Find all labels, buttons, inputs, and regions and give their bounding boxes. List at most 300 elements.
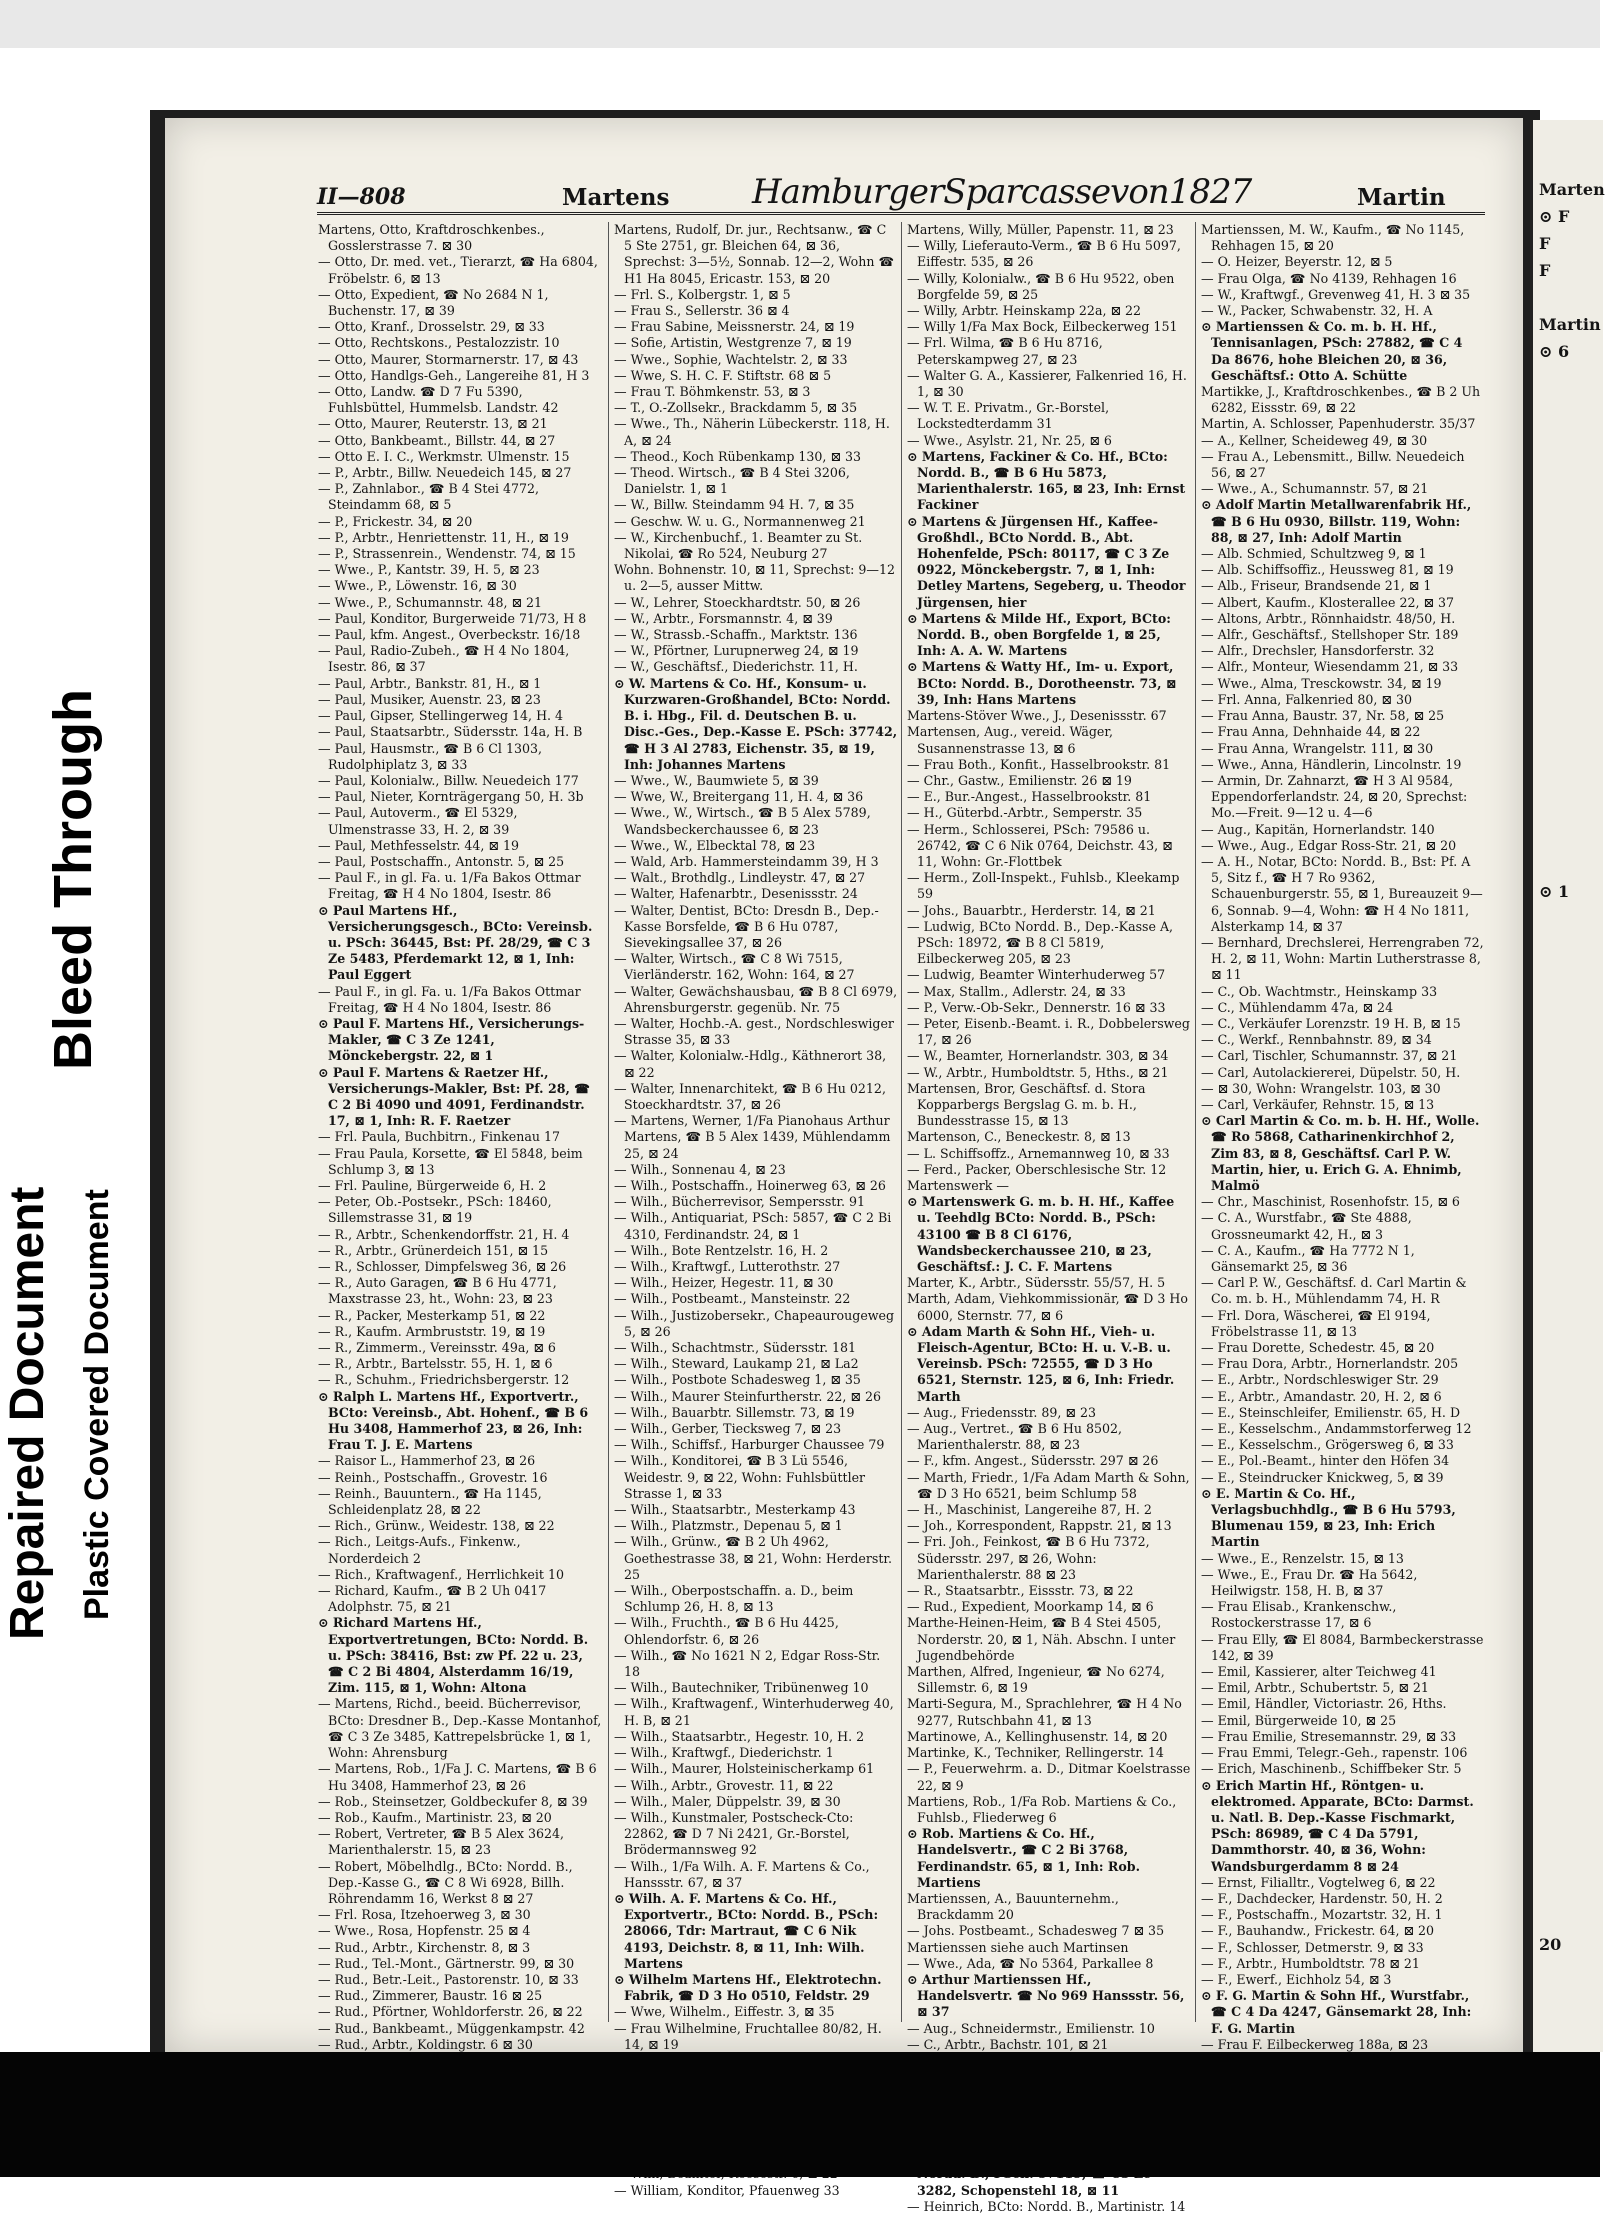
directory-entry: — Raisor L., Hammerhof 23, ⊠ 26 <box>318 1453 536 1469</box>
next-page-fragment: ⊙ F <box>1539 207 1570 226</box>
directory-entry: ⊙ Martens & Jürgensen Hf., Kaffee-Großhdl., BCto Nordd. B., Abt. Hohenfelde, PSch: 80117, ☎ C 3 Ze 0922, Mönckebergstr. 7, ⊠ 1, Inh: Detley Martens, Segeberg, u. Theodor Jürgensen, hier <box>907 513 1186 610</box>
directory-entry: — Richard, Kaufm., ☎ B 2 Uh 0417 Adolphstr. 75, ⊠ 21 <box>318 1583 547 1615</box>
directory-entry: — R., Schlosser, Dimpfelsweg 36, ⊠ 26 <box>318 1259 567 1274</box>
directory-entry: — Frau Elly, ☎ El 8084, Barmbeckerstrasse 142, ⊠ 39 <box>1201 1631 1484 1663</box>
directory-entry: — P., Zahnlabor., ☎ B 4 Stei 4772, Steindamm 68, ⊠ 5 <box>318 481 540 513</box>
next-page-edge <box>1530 120 1603 2052</box>
directory-entry: — W., Pförtner, Lurupnerweg 24, ⊠ 19 <box>614 643 859 659</box>
directory-entry: ⊙ F. G. Martin & Sohn Hf., Wurstfabr., ☎ C 4 Da 4247, Gänsemarkt 28, Inh: F. G. Martin <box>1201 1988 1472 2036</box>
directory-entry: — Frau Dorette, Schedestr. 45, ⊠ 20 <box>1201 1340 1435 1356</box>
directory-entry: — Frau Anna, Baustr. 37, Nr. 58, ⊠ 25 <box>1201 708 1445 724</box>
directory-entry: — Wilh., Steward, Laukamp 21, ⊠ La2 <box>614 1356 859 1372</box>
directory-entry: — Walter, Innenarchitekt, ☎ B 6 Hu 0212, Stoeckhardtstr. 37, ⊠ 26 <box>614 1080 886 1112</box>
directory-entry: Martensen, Bror, Geschäftsf. d. Stora Kopparbergs Bergslag G. m. b. H., Bundesstrasse 15, ⊠ 13 <box>907 1080 1146 1129</box>
directory-entry: — Erich, Maschinenb., Schiffbeker Str. 5 <box>1201 1761 1462 1777</box>
directory-entry: — L. Schiffsoffz., Arnemannweg 10, ⊠ 33 <box>907 1145 1170 1161</box>
directory-entry: — Aug., Vertret., ☎ B 6 Hu 8502, Marienthalerstr. 88, ⊠ 23 <box>907 1421 1123 1453</box>
directory-entry: — Walt., Brothdlg., Lindleystr. 47, ⊠ 27 <box>614 870 866 886</box>
directory-entry: — A., Kellner, Scheideweg 49, ⊠ 30 <box>1201 432 1428 448</box>
directory-entry: — H., Güterbd.-Arbtr., Semperstr. 35 <box>907 805 1143 821</box>
directory-entry: — Rud., Arbtr., Koldingstr. 6 ⊠ 30 <box>318 2036 533 2052</box>
directory-entry: — Walter, Gewächshausbau, ☎ B 8 Cl 6979, Ahrensburgerstr. gegenüb. Nr. 75 <box>614 983 898 1015</box>
directory-entry: — Frau Olga, ☎ No 4139, Rehhagen 16 <box>1201 270 1457 286</box>
directory-entry: — C., Ob. Wachtmstr., Heinskamp 33 <box>1201 983 1438 999</box>
directory-entry: — E., Arbtr., Nordschleswiger Str. 29 <box>1201 1372 1439 1388</box>
directory-entry: Martensen, Aug., vereid. Wäger, Susannenstrasse 13, ⊠ 6 <box>907 724 1114 756</box>
directory-entry: — Wilh., Postbote Schadesweg 1, ⊠ 35 <box>614 1372 861 1388</box>
directory-entry: — Walter, Wirtsch., ☎ C 8 Wi 7515, Vierländerstr. 162, Wohn: 164, ⊠ 27 <box>614 951 855 983</box>
bleed-through-label: Bleed Through <box>43 689 103 1070</box>
directory-entry: — Frau S., Sellerstr. 36 ⊠ 4 <box>614 303 790 319</box>
sparkasse-banner: HamburgerSparcassevon1827 <box>752 172 1252 212</box>
directory-entry: — Reinh., Postschaffn., Grovestr. 16 <box>318 1469 548 1485</box>
directory-entry: — Altons, Arbtr., Rönnhaidstr. 48/50, H. <box>1201 610 1456 626</box>
directory-entry: — Fri. Joh., Feinkost, ☎ B 6 Hu 7372, Südersstr. 297, ⊠ 26, Wohn: Marienthalerstr. 88 ⊠ 23 <box>907 1534 1150 1582</box>
directory-entry: — Rud., Betr.-Leit., Pastorenstr. 10, ⊠ 33 <box>318 1971 579 1987</box>
directory-entry: — Wilh., Sonnenau 4, ⊠ 23 <box>614 1161 786 1177</box>
directory-entry: ⊙ Carl Martin & Co. m. b. H. Hf., Wolle. ☎ Ro 5868, Catharinenkirchhof 2, Zim 83, ⊠ 8, Geschäftsf. Carl P. W. Martin, hier, u. Erich G. A. Ehnimb, Malmö <box>1201 1113 1480 1193</box>
directory-entry: — P., Arbtr., Billw. Neuedeich 145, ⊠ 27 <box>318 465 572 481</box>
directory-entry: — F., Schlosser, Detmerstr. 9, ⊠ 33 <box>1201 1939 1424 1955</box>
directory-entry: — Rich., Leitgs-Aufs., Finkenw., Norderdeich 2 <box>318 1534 521 1566</box>
directory-entry: ⊙ Richard Martens Hf., Exportvertretungen, BCto: Nordd. B. u. PSch: 38416, Bst: zw Pf. 22 u. 23, ☎ C 2 Bi 4804, Alsterdamm 16/19, Zim. 115, ⊠ 1, Wohn: Altona <box>318 1615 589 1696</box>
directory-entry: — C. A., Wurstfabr., ☎ Ste 4888, Grossneumarkt 42, H., ⊠ 3 <box>1201 1210 1412 1242</box>
directory-entry: — Willy, Kolonialw., ☎ B 6 Hu 9522, oben Borgfelde 59, ⊠ 25 <box>907 270 1175 302</box>
next-page-fragment: 20 <box>1539 1935 1562 1954</box>
directory-entry: — Paul F., in gl. Fa. u. 1/Fa Bakos Ottmar Freitag, ☎ H 4 No 1804, Isestr. 86 <box>318 983 581 1015</box>
directory-entry: — Otto, Maurer, Stormarnerstr. 17, ⊠ 43 <box>318 351 579 367</box>
directory-entry: — Theod., Koch Rübenkamp 130, ⊠ 33 <box>614 448 862 464</box>
directory-entry: — Ludwig, BCto Nordd. B., Dep.-Kasse A, PSch: 18972, ☎ B 8 Cl 5819, Eilbeckerweg 205, ⊠ 23 <box>907 918 1174 967</box>
directory-entry: Martens, Rudolf, Dr. jur., Rechtsanw., ☎ C 5 Ste 2751, gr. Bleichen 64, ⊠ 36, Sprechst: 3—5½, Sonnab. 12—2, Wohn ☎ H1 Ha 8045, Ericastr. 153, ⊠ 20 <box>614 222 895 286</box>
directory-entry: — W., Kraftwgf., Grevenweg 41, H. 3 ⊠ 35 <box>1201 286 1471 302</box>
directory-entry: — Wilh., Oberpostschaffn. a. D., beim Schlump 26, H. 8, ⊠ 13 <box>614 1583 854 1615</box>
directory-entry: — Frau Anna, Dehnhaide 44, ⊠ 22 <box>1201 724 1421 740</box>
directory-entry: — Wilh., Postbeamt., Mansteinstr. 22 <box>614 1291 851 1307</box>
directory-entry: — Walter, Hafenarbtr., Desenissstr. 24 <box>614 886 858 902</box>
directory-entry: — Paul, Gipser, Stellingerweg 14, H. 4 <box>318 708 564 724</box>
directory-entry: — Wilh., Kraftwgf., Diederichstr. 1 <box>614 1745 834 1761</box>
directory-entry: — Rich., Grünw., Weidestr. 138, ⊠ 22 <box>318 1518 555 1534</box>
directory-entry: — Alfr., Drechsler, Hansdorferstr. 32 <box>1201 643 1435 659</box>
directory-entry: — Paul, Arbtr., Bankstr. 81, H., ⊠ 1 <box>318 675 542 691</box>
directory-entry: — R., Zimmerm., Vereinsstr. 49a, ⊠ 6 <box>318 1340 556 1356</box>
directory-entry: — Peter, Ob.-Postsekr., PSch: 18460, Sillemstrasse 31, ⊠ 19 <box>318 1194 552 1226</box>
directory-entry: — C., Verkäufer Lorenzstr. 19 H. B, ⊠ 15 <box>1201 1015 1461 1031</box>
directory-entry: — Alb. Schmied, Schultzweg 9, ⊠ 1 <box>1201 546 1427 562</box>
directory-entry: — Rud., Expedient, Moorkamp 14, ⊠ 6 <box>907 1599 1154 1615</box>
directory-entry: — Albert, Kaufm., Klosterallee 22, ⊠ 37 <box>1201 594 1455 610</box>
directory-entry: — Wwe., Aug., Edgar Ross-Str. 21, ⊠ 20 <box>1201 837 1457 853</box>
directory-entry: — Walter G. A., Kassierer, Falkenried 16, H. 1, ⊠ 30 <box>907 367 1187 400</box>
column-divider <box>1195 222 1196 2022</box>
entries-column-1 <box>318 222 602 2052</box>
directory-entry: — Wilh., Staatsarbtr., Mesterkamp 43 <box>614 1502 856 1518</box>
directory-entry: — W., Lehrer, Stoeckhardtstr. 50, ⊠ 26 <box>614 594 861 610</box>
directory-entry: — Emil, Bürgerweide 10, ⊠ 25 <box>1201 1712 1397 1728</box>
directory-entry: — Wilh., Bote Rentzelstr. 16, H. 2 <box>614 1242 829 1258</box>
directory-entry: — Frau Sabine, Meissnerstr. 24, ⊠ 19 <box>614 319 855 335</box>
directory-entry: — Herm., Schlosserei, PSch: 79586 u. 26742, ☎ C 6 Nik 0764, Deichstr. 43, ⊠ 11, Wohn: Gr.-Flottbek <box>907 821 1173 869</box>
left-running-head: Martens <box>562 184 670 211</box>
directory-entry: — Theod. Wirtsch., ☎ B 4 Stei 3206, Danielstr. 1, ⊠ 1 <box>614 465 850 497</box>
directory-entry: ⊙ Wilh. A. F. Martens & Co. Hf., Exportvertr., BCto: Nordd. B., PSch: 28066, Tdr: Martraut, ☎ C 6 Nik 4193, Deichstr. 8, ⊠ 11, Inh: Wilh. Martens <box>614 1890 879 1971</box>
directory-entry: — Wwe., Th., Näherin Lübeckerstr. 118, H. A, ⊠ 24 <box>614 416 890 448</box>
directory-entry: — Frau Emilie, Stresemannstr. 29, ⊠ 33 <box>1201 1728 1457 1744</box>
directory-entry: — F., Postschaffn., Mozartstr. 32, H. 1 <box>1201 1907 1443 1923</box>
directory-entry: — E., Pol.-Beamt., hinter den Höfen 34 <box>1201 1453 1450 1469</box>
directory-entry: — Frau Emmi, Telegr.-Geh., rapenstr. 106 <box>1201 1745 1468 1761</box>
directory-entry: — A. H., Notar, BCto: Nordd. B., Bst: Pf. A 5, Sitz f., ☎ H 7 Ro 9362, Schauenburgerstr. 55, ⊠ 1, Bureauzeit 9—6, Sonnab. 9—4, Wohn: ☎ H 4 No 1811, Alsterkamp 14, ⊠ 37 <box>1201 853 1483 934</box>
directory-entry: — F., kfm. Angest., Südersstr. 297 ⊠ 26 <box>907 1453 1159 1469</box>
directory-entry: ⊙ Adolf Martin Metallwarenfabrik Hf., ☎ B 6 Hu 0930, Billstr. 119, Wohn: 88, ⊠ 27, Inh: Adolf Martin <box>1201 497 1472 545</box>
directory-entry: — Otto, Handlgs-Geh., Langereihe 81, H 3 <box>318 367 590 383</box>
directory-entry: — Alfr., Monteur, Wiesendamm 21, ⊠ 33 <box>1201 659 1459 675</box>
directory-entry: — P., Strassenrein., Wendenstr. 74, ⊠ 15 <box>318 546 576 562</box>
directory-entry: — Wilh., Staatsarbtr., Hegestr. 10, H. 2 <box>614 1728 865 1744</box>
directory-entry: Wohn. Bohnenstr. 10, ⊠ 11, Sprechst: 9—12 u. 2—5, ausser Mittw. <box>614 562 896 594</box>
directory-entry: — Otto, Landw. ☎ D 7 Fu 5390, Fuhlsbüttel, Hummelsb. Landstr. 42 <box>318 384 559 416</box>
directory-entry: — W., Arbtr., Forsmannstr. 4, ⊠ 39 <box>614 610 833 626</box>
directory-entry: — Carl, Verkäufer, Rehnstr. 15, ⊠ 13 <box>1201 1096 1435 1112</box>
directory-entry: Martenswerk — <box>907 1177 1009 1193</box>
directory-entry: — Alb., Friseur, Brandsende 21, ⊠ 1 <box>1201 578 1432 594</box>
directory-entry: — Chr., Maschinist, Rosenhofstr. 15, ⊠ 6 <box>1201 1194 1460 1210</box>
directory-entry: — Wilh., Postschaffn., Hoinerweg 63, ⊠ 26 <box>614 1177 886 1193</box>
directory-entry: — Wwe., E., Frau Dr. ☎ Ha 5642, Heilwigstr. 158, H. B, ⊠ 37 <box>1201 1566 1418 1599</box>
directory-entry: — Willy 1/Fa Max Bock, Eilbeckerweg 151 <box>907 319 1178 335</box>
directory-entry: — W., Strassb.-Schaffn., Marktstr. 136 <box>614 627 858 643</box>
directory-entry: — Paul, Nieter, Kornträgergang 50, H. 3b <box>318 789 584 805</box>
directory-entry: — Otto, Bankbeamt., Billstr. 44, ⊠ 27 <box>318 432 556 448</box>
next-page-fragment: ⊙ 1 <box>1539 882 1570 901</box>
directory-entry: ⊙ Martens, Fackiner & Co. Hf., BCto: Nordd. B., ☎ B 6 Hu 5873, Marienthalerstr. 165, ⊠ 23, Inh: Ernst Fackiner <box>907 448 1186 513</box>
directory-entry: — Frau A., Lebensmitt., Billw. Neuedeich 56, ⊠ 27 <box>1201 448 1465 481</box>
directory-entry: — Paul, Staatsarbtr., Südersstr. 14a, H. B <box>318 724 583 740</box>
directory-entry: — Wwe., P., Schumannstr. 48, ⊠ 21 <box>318 594 543 610</box>
directory-entry: — Carl, Autolackiererei, Düpelstr. 50, H. <box>1201 1064 1461 1080</box>
directory-entry: Marth, Adam, Viehkommissionär, ☎ D 3 Ho 6000, Sternstr. 77, ⊠ 6 <box>907 1291 1188 1323</box>
directory-entry: — Wilh., Heizer, Hegestr. 11, ⊠ 30 <box>614 1275 834 1291</box>
directory-entry: — Johs. Postbeamt., Schadesweg 7 ⊠ 35 <box>907 1923 1165 1939</box>
directory-entry: — Wwe., W., Baumwiete 5, ⊠ 39 <box>614 772 819 788</box>
entries-column-2 <box>614 222 898 2198</box>
directory-entry: — Wwe., E., Renzelstr. 15, ⊠ 13 <box>1201 1550 1404 1566</box>
directory-entry: — Geschw. W. u. G., Normannenweg 21 <box>614 513 866 529</box>
directory-entry: — Paul, Hausmstr., ☎ B 6 Cl 1303, Rudolphiplatz 3, ⊠ 33 <box>318 740 543 772</box>
directory-entry: ⊙ Adam Marth & Sohn Hf., Vieh- u. Fleisch-Agentur, BCto: H. u. V.-B. u. Vereinsb. PSch: 72555, ☎ D 3 Ho 6521, Sternstr. 125, ⊠ 6, Inh: Friedr. Marth <box>907 1323 1175 1404</box>
directory-entry: — Peter, Eisenb.-Beamt. i. R., Dobbelersweg 17, ⊠ 26 <box>907 1015 1190 1048</box>
directory-entry: — Paul, Methfesselstr. 44, ⊠ 19 <box>318 837 519 853</box>
directory-entry: — Robert, Vertreter, ☎ B 5 Alex 3624, Marienthalerstr. 15, ⊠ 23 <box>318 1826 565 1858</box>
next-page-fragment: ⊙ 6 <box>1539 342 1570 361</box>
directory-entry: — R., Arbtr., Bartelsstr. 55, H. 1, ⊠ 6 <box>318 1356 553 1372</box>
directory-entry: — Wilh., Gerber, Tiecksweg 7, ⊠ 23 <box>614 1421 842 1437</box>
directory-entry: Martikke, J., Kraftdroschkenbes., ☎ B 2 Uh 6282, Eissstr. 69, ⊠ 22 <box>1201 384 1481 416</box>
directory-entry: Martin, A. Schlosser, Papenhuderstr. 35/37 <box>1201 416 1476 432</box>
directory-entry: ⊙ Martenswerk G. m. b. H. Hf., Kaffee u. Teehdlg BCto: Nordd. B., PSch: 43100 ☎ B 8 Cl 6176, Wandsbeckerchaussee 210, ⊠ 23, Geschäftsf.: J. C. F. Martens <box>907 1194 1175 1274</box>
directory-entry: — Sofie, Artistin, Westgrenze 7, ⊠ 19 <box>614 335 852 351</box>
directory-entry: — C. A., Kaufm., ☎ Ha 7772 N 1, Gänsemarkt 25, ⊠ 36 <box>1201 1242 1415 1274</box>
directory-entry: — F., Dachdecker, Hardenstr. 50, H. 2 <box>1201 1890 1443 1906</box>
directory-entry: — Ludwig, Beamter Winterhuderweg 57 <box>907 967 1166 983</box>
directory-entry: — Wwe., Ada, ☎ No 5364, Parkallee 8 <box>907 1955 1154 1971</box>
directory-entry: — W., Beamter, Hornerlandstr. 303, ⊠ 34 <box>907 1048 1169 1064</box>
page-number: II—808 <box>317 184 406 210</box>
directory-entry: — Wilh., Schiffsf., Harburger Chaussee 79 <box>614 1437 885 1453</box>
directory-entry: — Walter, Hochb.-A. gest., Nordschleswiger Strasse 35, ⊠ 33 <box>614 1015 894 1048</box>
directory-entry: — R., Arbtr., Grünerdeich 151, ⊠ 15 <box>318 1242 549 1258</box>
directory-entry: Martienssen siehe auch Martinsen <box>907 1939 1129 1955</box>
directory-entry: — E., Kesselschm., Andammstorferweg 12 <box>1201 1421 1472 1437</box>
directory-entry: ⊙ Erich Martin Hf., Röntgen- u. elektromed. Apparate, BCto: Darmst. u. Natl. B. Dep.-Kasse Fischmarkt, PSch: 86989, ☎ C 4 Da 5791, Dammthorstr. 40, ⊠ 36, Wohn: Wandsburgerdamm 8 ⊠ 24 <box>1201 1777 1474 1874</box>
directory-entry: — Rob., Kaufm., Martinistr. 23, ⊠ 20 <box>318 1809 552 1825</box>
next-page-fragment: Marten <box>1539 180 1605 199</box>
directory-entry: — Walter, Dentist, BCto: Dresdn B., Dep.-Kasse Borsfelde, ☎ B 6 Hu 0787, Sievekingsallee 37, ⊠ 26 <box>614 902 879 950</box>
directory-entry: — Willy, Lieferauto-Verm., ☎ B 6 Hu 5097, Eiffestr. 535, ⊠ 26 <box>907 238 1181 270</box>
directory-entry: — Alfr., Geschäftsf., Stellshoper Str. 189 <box>1201 627 1459 643</box>
directory-entry: — Emil, Händler, Victoriastr. 26, Hths. <box>1201 1696 1447 1712</box>
directory-entry: ⊙ Paul Martens Hf., Versicherungsgesch., BCto: Vereinsb. u. PSch: 36445, Bst: Pf. 28/29, ☎ C 3 Ze 5483, Pferdemarkt 12, ⊠ 1, Inh: Paul Eggert <box>318 902 593 983</box>
directory-entry: — Rud., Bankbeamt., Müggenkampstr. 42 <box>318 2020 585 2036</box>
directory-entry: Martinowe, A., Kellinghusenstr. 14, ⊠ 20 <box>907 1728 1168 1744</box>
directory-entry: — R., Packer, Mesterkamp 51, ⊠ 22 <box>318 1307 546 1323</box>
directory-entry: — Wilh., Bücherrevisor, Sempersstr. 91 <box>614 1194 866 1210</box>
directory-entry: Martienssen, A., Bauunternehm., Brackdamm 20 <box>907 1890 1119 1923</box>
directory-entry: ⊙ E. Martin & Co. Hf., Verlagsbuchhdlg., ☎ B 6 Hu 5793, Blumenau 159, ⊠ 23, Inh: Erich Martin <box>1201 1485 1456 1550</box>
directory-entry: — Wilh., Justizobersekr., Chapeaurougeweg 5, ⊠ 26 <box>614 1307 895 1339</box>
directory-entry: ⊙ W. Martens & Co. Hf., Konsum- u. Kurzwaren-Großhandel, BCto: Nordd. B. i. Hbg., Fil. d. Deutschen B. u. Disc.-Ges., Dep.-Kasse E. PSch: 37742, ☎ H 3 Al 2783, Eichenstr. 35, ⊠ 19, Inh: Johannes Martens <box>614 675 898 772</box>
directory-entry: — Frl. Dora, Wäscherei, ☎ El 9194, Fröbelstrasse 11, ⊠ 13 <box>1201 1307 1431 1339</box>
directory-entry: — Otto, Kranf., Drosselstr. 29, ⊠ 33 <box>318 319 545 335</box>
directory-entry: Martens, Otto, Kraftdroschkenbes., Gosslerstrasse 7. ⊠ 30 <box>318 222 545 254</box>
plastic-covered-label: Plastic Covered Document <box>78 1189 116 1620</box>
directory-entry: — Wilh., Kunstmaler, Postscheck-Cto: 22862, ☎ D 7 Ni 2421, Gr.-Borstel, Brödermannsweg 92 <box>614 1809 854 1858</box>
directory-entry: — Paul, Kolonialw., Billw. Neuedeich 177 <box>318 772 579 788</box>
directory-entry: — Rud., Zimmerer, Baustr. 16 ⊠ 25 <box>318 1988 543 2004</box>
directory-entry: 3282, Schopenstehl 18, ⊠ 11 <box>917 2182 1120 2198</box>
directory-entry: — Wilh., Konditorei, ☎ B 3 Lü 5546, Weidestr. 9, ⊠ 22, Wohn: Fuhlsbüttler Strasse 1, ⊠ 33 <box>614 1453 866 1501</box>
directory-entry: — Otto, Rechtskons., Pestalozzistr. 10 <box>318 335 560 351</box>
directory-entry: — Carl P. W., Geschäftsf. d. Carl Martin & Co. m. b. H., Mühlendamm 74, H. R <box>1201 1275 1467 1307</box>
directory-entry: — Paul, Autoverm., ☎ El 5329, Ulmenstrasse 33, H. 2, ⊠ 39 <box>318 805 518 837</box>
directory-entry: — E., Steinschleifer, Emilienstr. 65, H. D <box>1201 1404 1461 1420</box>
directory-entry: ⊙ Ralph L. Martens Hf., Exportvertr., BCto: Vereinsb., Abt. Hohenf., ☎ B 6 Hu 3408, Hammerhof 23, ⊠ 26, Inh: Frau T. J. E. Martens <box>318 1388 589 1453</box>
directory-entry: — W., Kirchenbuchf., 1. Beamter zu St. Nikolai, ☎ Ro 524, Neuburg 27 <box>614 529 863 562</box>
entries-column-4 <box>1201 222 1485 2052</box>
directory-entry: — Frl. Pauline, Bürgerweide 6, H. 2 <box>318 1177 547 1193</box>
page-header <box>317 172 1485 215</box>
directory-entry: — E., Steindrucker Knickweg, 5, ⊠ 39 <box>1201 1469 1444 1485</box>
directory-entry: — Joh., Korrespondent, Rappstr. 21, ⊠ 13 <box>907 1518 1172 1534</box>
directory-entry: — Ernst, Filialltr., Vogtelweg 6, ⊠ 22 <box>1201 1874 1436 1890</box>
directory-entry: — Paul, Radio-Zubeh., ☎ H 4 No 1804, Isestr. 86, ⊠ 37 <box>318 643 570 675</box>
directory-entry: — Martens, Werner, 1/Fa Pianohaus Arthur Martens, ☎ B 5 Alex 1439, Mühlendamm 25, ⊠ 24 <box>614 1113 891 1161</box>
directory-entry: — Bernhard, Drechslerei, Herrengraben 72, H. 2, ⊠ 11, Wohn: Martin Lutherstrasse 8, ⊠ 11 <box>1201 934 1484 983</box>
directory-entry: ⊙ Paul F. Martens & Raetzer Hf., Versicherungs-Makler, Bst: Pf. 28, ☎ C 2 Bi 4090 und 4091, Ferdinandstr. 17, ⊠ 1, Inh: R. F. Raetzer <box>318 1064 590 1129</box>
directory-entry: — W. T. E. Privatm., Gr.-Borstel, Lockstedterdamm 31 <box>907 400 1110 432</box>
directory-entry: — Wilh., Kraftwgf., Lutterothstr. 27 <box>614 1259 841 1274</box>
directory-entry: — C., Arbtr., Bachstr. 101, ⊠ 21 <box>907 2036 1109 2052</box>
directory-entry: — Emil, Kassierer, alter Teichweg 41 <box>1201 1664 1437 1680</box>
directory-entry: — Martens, Rob., 1/Fa J. C. Martens, ☎ B 6 Hu 3408, Hammerhof 23, ⊠ 26 <box>318 1761 597 1793</box>
entries-column-3 <box>907 222 1191 2214</box>
directory-entry: ⊙ Paul F. Martens Hf., Versicherungs-Makler, ☎ C 3 Ze 1241, Mönckebergstr. 22, ⊠ 1 <box>318 1015 585 1064</box>
directory-entry: — Willy, Arbtr. Heinskamp 22a, ⊠ 22 <box>907 303 1142 319</box>
directory-entry: — Wilh., 1/Fa Wilh. A. F. Martens & Co., Hanssstr. 67, ⊠ 37 <box>614 1858 870 1890</box>
directory-entry: — F., Arbtr., Humboldtstr. 78 ⊠ 21 <box>1201 1955 1420 1971</box>
directory-entry: — Walter, Kolonialw.-Hdlg., Käthnerort 38, ⊠ 22 <box>614 1048 887 1080</box>
directory-entry: — Wwe., Sophie, Wachtelstr. 2, ⊠ 33 <box>614 351 848 367</box>
directory-entry: — Paul F., in gl. Fa. u. 1/Fa Bakos Ottmar Freitag, ☎ H 4 No 1804, Isestr. 86 <box>318 870 581 902</box>
directory-entry: — W., Arbtr., Humboldtstr. 5, Hths., ⊠ 21 <box>907 1064 1169 1080</box>
directory-entry: — Frau Anna, Wrangelstr. 111, ⊠ 30 <box>1201 740 1434 756</box>
directory-entry: — Wilh., Platzmstr., Depenau 5, ⊠ 1 <box>614 1518 843 1534</box>
directory-entry: — Chr., Gastw., Emilienstr. 26 ⊠ 19 <box>907 772 1132 788</box>
directory-entry: — Otto, Maurer, Reuterstr. 13, ⊠ 21 <box>318 416 548 432</box>
column-divider <box>901 222 902 2022</box>
directory-entry: — Wilh., Antiquariat, PSch: 5857, ☎ C 2 Bi 4310, Ferdinandstr. 24, ⊠ 1 <box>614 1210 892 1242</box>
directory-entry: — Aug., Schneidermstr., Emilienstr. 10 <box>907 2020 1155 2036</box>
directory-entry: — P., Verw.-Ob-Sekr., Dennerstr. 16 ⊠ 33 <box>907 999 1166 1015</box>
directory-entry: — Rud., Arbtr., Kirchenstr. 8, ⊠ 3 <box>318 1939 531 1955</box>
directory-entry: — Frau T. Böhmkenstr. 53, ⊠ 3 <box>614 384 811 400</box>
directory-entry: Martens, Willy, Müller, Papenstr. 11, ⊠ 23 <box>907 222 1174 237</box>
directory-entry: — William, Konditor, Pfauenweg 33 <box>614 2182 840 2198</box>
directory-entry: Martinke, K., Techniker, Rellingerstr. 14 <box>907 1745 1164 1761</box>
directory-entry: — Wilh., Schachtmstr., Südersstr. 181 <box>614 1340 857 1356</box>
directory-entry: — R., Schuhm., Friedrichsbergerstr. 12 <box>318 1372 570 1388</box>
directory-entry: — Max, Stallm., Adlerstr. 24, ⊠ 33 <box>907 983 1126 999</box>
repaired-document-label: Repaired Document <box>1 1186 54 1640</box>
directory-entry: — Wwe., A., Schumannstr. 57, ⊠ 21 <box>1201 481 1429 497</box>
directory-entry: Martienssen, M. W., Kaufm., ☎ No 1145, Rehhagen 15, ⊠ 20 <box>1201 222 1465 254</box>
directory-entry: Marter, K., Arbtr., Südersstr. 55/57, H. 5 <box>907 1275 1166 1291</box>
directory-entry: — Wald, Arb. Hammersteindamm 39, H 3 <box>614 853 879 869</box>
directory-entry: — Frl. S., Kolbergstr. 1, ⊠ 5 <box>614 286 791 302</box>
directory-entry: ⊙ Martienssen & Co. m. b. H. Hf., Tennisanlagen, PSch: 27882, ☎ C 4 Da 8676, hohe Bleichen 20, ⊠ 36, Geschäftsf.: Otto A. Schütte <box>1201 319 1463 383</box>
directory-entry: — Wilh., Kraftwagenf., Winterhuderweg 40, H. B, ⊠ 21 <box>614 1696 894 1728</box>
directory-entry: — Wilh., Bauarbtr. Sillemstr. 73, ⊠ 19 <box>614 1404 855 1420</box>
directory-entry: — Carl, Tischler, Schumannstr. 37, ⊠ 21 <box>1201 1048 1458 1064</box>
directory-entry: — Marth, Friedr., 1/Fa Adam Marth & Sohn, ☎ D 3 Ho 6521, beim Schlump 58 <box>907 1469 1190 1501</box>
directory-entry: ⊙ Martens & Milde Hf., Export, BCto: Nordd. B., oben Borgfelde 1, ⊠ 25, Inh: A. A. W. Martens <box>907 610 1171 659</box>
directory-entry: — R., Arbtr., Schenkendorffstr. 21, H. 4 <box>318 1226 570 1242</box>
directory-entry: — H., Maschinist, Langereihe 87, H. 2 <box>907 1502 1152 1518</box>
directory-entry: — F., Bauhandw., Frickestr. 64, ⊠ 20 <box>1201 1923 1435 1939</box>
directory-entry: — Wwe., Anna, Händlerin, Lincolnstr. 19 <box>1201 756 1462 772</box>
directory-entry: — R., Kaufm. Armbruststr. 19, ⊠ 19 <box>318 1323 546 1339</box>
directory-entry: — R., Auto Garagen, ☎ B 6 Hu 4771, Maxstrasse 23, ht., Wohn: 23, ⊠ 23 <box>318 1275 557 1307</box>
directory-entry: — Frl. Wilma, ☎ B 6 Hu 8716, Peterskampweg 27, ⊠ 23 <box>907 335 1103 367</box>
directory-entry: — Wwe., P., Löwenstr. 16, ⊠ 30 <box>318 578 517 594</box>
directory-entry: — Frl. Paula, Buchbitrn., Finkenau 17 <box>318 1129 560 1145</box>
directory-entry: Marthen, Alfred, Ingenieur, ☎ No 6274, Sillemstr. 6, ⊠ 19 <box>907 1664 1165 1696</box>
next-page-fragment: F <box>1539 261 1551 280</box>
directory-entry: — Wwe., Alma, Tresckowstr. 34, ⊠ 19 <box>1201 675 1442 691</box>
directory-entry: — Wwe., W., Elbecktal 78, ⊠ 23 <box>614 837 816 853</box>
directory-entry: — P., Frickestr. 34, ⊠ 20 <box>318 513 473 529</box>
directory-entry: — Johs., Bauarbtr., Herderstr. 14, ⊠ 21 <box>907 902 1156 918</box>
directory-entry: — Wwe., P., Kantstr. 39, H. 5, ⊠ 23 <box>318 562 540 578</box>
directory-entry: ⊙ Wilhelm Martens Hf., Elektrotechn. Fabrik, ☎ D 3 Ho 0510, Feldstr. 29 <box>614 1971 882 2004</box>
directory-entry: — Wwe, W., Breitergang 11, H. 4, ⊠ 36 <box>614 789 864 805</box>
directory-entry: — Frl. Rosa, Itzehoerweg 3, ⊠ 30 <box>318 1907 531 1923</box>
directory-entry: — Armin, Dr. Zahnarzt, ☎ H 3 Al 9584, Eppendorferlandstr. 24, ⊠ 20, Sprechst: Mo.—Freit. 9—12 u. 4—6 <box>1201 772 1468 821</box>
column-divider <box>608 222 609 2022</box>
directory-entry: — Frau Both., Konfit., Hasselbrookstr. 81 <box>907 756 1171 772</box>
directory-entry: — Alb. Schiffsoffiz., Heussweg 81, ⊠ 19 <box>1201 562 1454 578</box>
directory-entry: — P., Arbtr., Henriettenstr. 11, H., ⊠ 19 <box>318 529 569 545</box>
scan-bottom-margin <box>0 2052 1600 2177</box>
directory-entry: Martenson, C., Beneckestr. 8, ⊠ 13 <box>907 1129 1131 1145</box>
directory-entry: — Paul, Musiker, Auenstr. 23, ⊠ 23 <box>318 691 541 707</box>
directory-entry: — Frl. Anna, Falkenried 80, ⊠ 30 <box>1201 691 1413 707</box>
directory-entry: — Ferd., Packer, Oberschlesische Str. 12 <box>907 1161 1167 1177</box>
directory-entry: — Herm., Zoll-Inspekt., Fuhlsb., Kleekamp 59 <box>907 870 1180 902</box>
directory-entry: — C., Werkf., Rennbahnstr. 89, ⊠ 34 <box>1201 1032 1432 1048</box>
directory-entry: — Frau Wilhelmine, Fruchtallee 80/82, H. 14, ⊠ 19 <box>614 2020 882 2052</box>
directory-entry: — Paul, Postschaffn., Antonstr. 5, ⊠ 25 <box>318 853 565 869</box>
directory-entry: — Otto E. I. C., Werkmstr. Ulmenstr. 15 <box>318 448 570 464</box>
directory-entry: — Wilh., Arbtr., Grovestr. 11, ⊠ 22 <box>614 1777 834 1793</box>
directory-entry: — Wwe, S. H. C. F. Stiftstr. 68 ⊠ 5 <box>614 367 832 383</box>
directory-entry: — Heinrich, BCto: Nordd. B., Martinistr. 14 <box>907 2198 1186 2214</box>
directory-entry: — Aug., Friedensstr. 89, ⊠ 23 <box>907 1404 1096 1420</box>
directory-entry: — Frau F. Eilbeckerweg 188a, ⊠ 23 <box>1201 2036 1429 2052</box>
directory-entry: Martens-Stöver Wwe., J., Desenissstr. 67 <box>907 708 1167 724</box>
directory-entry: — Otto, Dr. med. vet., Tierarzt, ☎ Ha 6804, Fröbelstr. 6, ⊠ 13 <box>318 254 598 286</box>
directory-entry: — T., O.-Zollsekr., Brackdamm 5, ⊠ 35 <box>614 400 858 416</box>
directory-entry: — Wwe., W., Wirtsch., ☎ B 5 Alex 5789, Wandsbeckerchaussee 6, ⊠ 23 <box>614 805 871 837</box>
directory-entry: — Frau Paula, Korsette, ☎ El 5848, beim Schlump 3, ⊠ 13 <box>318 1145 583 1177</box>
directory-entry: — E., Bur.-Angest., Hasselbrookstr. 81 <box>907 789 1152 805</box>
directory-entry: — Robert, Möbelhdlg., BCto: Nordd. B., Dep.-Kasse G., ☎ C 8 Wi 6928, Billh. Röhrendamm 16, Werkst 8 ⊠ 27 <box>318 1858 573 1906</box>
directory-entry: ⊙ Rob. Martiens & Co. Hf., Handelsvertr., ☎ C 2 Bi 3768, Ferdinandstr. 65, ⊠ 1, Inh: Rob. Martiens <box>907 1826 1140 1890</box>
directory-entry: — Reinh., Bauuntern., ☎ Ha 1145, Schleidenplatz 28, ⊠ 22 <box>318 1485 542 1518</box>
directory-entry: — W., Billw. Steindamm 94 H. 7, ⊠ 35 <box>614 497 855 513</box>
directory-entry: — Otto, Expedient, ☎ No 2684 N 1, Buchenstr. 17, ⊠ 39 <box>318 286 549 319</box>
right-running-head: Martin <box>1357 184 1446 211</box>
directory-entry: — Wwe., Asylstr. 21, Nr. 25, ⊠ 6 <box>907 432 1112 448</box>
directory-entry: — Wilh., ☎ No 1621 N 2, Edgar Ross-Str. 18 <box>614 1647 881 1680</box>
directory-entry: — Wilh., Maler, Düppelstr. 39, ⊠ 30 <box>614 1793 841 1809</box>
directory-entry: — Frau Elisab., Krankenschw., Rostockerstrasse 17, ⊠ 6 <box>1201 1599 1397 1631</box>
directory-entry: — C., Mühlendamm 47a, ⊠ 24 <box>1201 999 1394 1015</box>
directory-entry: — Martens, Richd., beeid. Bücherrevisor, BCto: Dresdner B., Dep.-Kasse Montanhof, ☎ C 3 Ze 3485, Kattrepelsbrücke 1, ⊠ 1, Wohn: Ahrensburg <box>318 1696 602 1761</box>
scan-top-margin <box>0 0 1600 48</box>
directory-entry: — Rob., Steinsetzer, Goldbeckufer 8, ⊠ 39 <box>318 1793 588 1809</box>
directory-entry: ⊙ Martens & Watty Hf., Im- u. Export, BCto: Nordd. B., Dorotheenstr. 73, ⊠ 39, Inh: Hans Martens <box>907 659 1177 707</box>
directory-entry: — R., Staatsarbtr., Eissstr. 73, ⊠ 22 <box>907 1583 1134 1599</box>
directory-entry: Martiens, Rob., 1/Fa Rob. Martiens & Co., Fuhlsb., Fliederweg 6 <box>907 1793 1177 1825</box>
directory-entry: — Rud., Pförtner, Wohldorferstr. 26, ⊠ 22 <box>318 2004 583 2020</box>
next-page-fragment: F <box>1539 234 1551 253</box>
directory-entry: — Rud., Tel.-Mont., Gärtnerstr. 99, ⊠ 30 <box>318 1955 575 1971</box>
directory-entry: — Wwe., Rosa, Hopfenstr. 25 ⊠ 4 <box>318 1923 531 1939</box>
directory-entry: — E., Arbtr., Amandastr. 20, H. 2, ⊠ 6 <box>1201 1388 1442 1404</box>
next-page-fragment: Martin <box>1539 315 1601 334</box>
directory-entry: — Aug., Kapitän, Hornerlandstr. 140 <box>1201 821 1435 837</box>
directory-entry: ⊙ Arthur Martienssen Hf., Handelsvertr. ☎ No 969 Hanssstr. 56, ⊠ 37 <box>907 1971 1185 2020</box>
directory-entry: — Wwe, Wilhelm., Eiffestr. 3, ⊠ 35 <box>614 2004 835 2020</box>
directory-entry: — O. Heizer, Beyerstr. 12, ⊠ 5 <box>1201 254 1393 270</box>
directory-entry: — Wilh., Maurer Steinfurtherstr. 22, ⊠ 26 <box>614 1388 882 1404</box>
directory-entry: — Wilh., Bautechniker, Tribünenweg 10 <box>614 1680 869 1696</box>
directory-entry: — Wilh., Maurer, Holsteinischerkamp 61 <box>614 1761 875 1777</box>
directory-entry: — Rich., Kraftwagenf., Herrlichkeit 10 <box>318 1566 564 1582</box>
directory-entry: — Paul, Konditor, Burgerweide 71/73, H 8 <box>318 610 587 626</box>
